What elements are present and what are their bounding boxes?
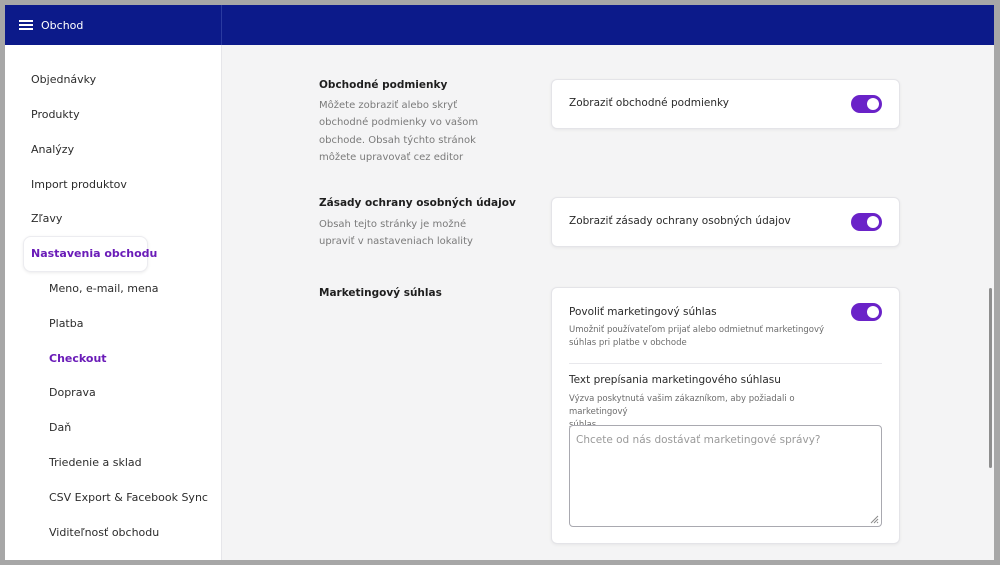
marketing-toggle-label: Povoliť marketingový súhlas xyxy=(569,306,717,318)
sidebar-item-orders[interactable]: Objednávky xyxy=(31,73,97,86)
hamburger-icon[interactable] xyxy=(19,20,33,30)
privacy-section-description: Obsah tejto stránky je možné upraviť v nastaveniach lokality xyxy=(319,219,473,248)
sidebar-subitem-checkout[interactable]: Checkout xyxy=(49,352,107,365)
terms-section-title: Obchodné podmienky xyxy=(319,79,448,91)
sidebar-item-store-settings[interactable]: Nastavenia obchodu xyxy=(31,247,158,260)
resize-grip-icon[interactable] xyxy=(870,515,879,524)
privacy-toggle-label: Zobraziť zásady ochrany osobných údajov xyxy=(569,215,791,227)
marketing-override-help: Výzva poskytnutá vašim zákazníkom, aby požiadali o marketingový xyxy=(569,394,795,417)
sidebar-subitem-store-visibility[interactable]: Viditeľnosť obchodu xyxy=(49,526,160,539)
app-window xyxy=(5,5,994,560)
sidebar xyxy=(5,45,222,560)
sidebar-subitem-csv-facebook[interactable]: CSV Export & Facebook Sync xyxy=(49,491,208,504)
privacy-toggle[interactable] xyxy=(851,213,882,231)
sidebar-item-discounts[interactable]: Zľavy xyxy=(31,212,63,225)
page-scrollbar[interactable] xyxy=(989,288,992,468)
terms-toggle-label: Zobraziť obchodné podmienky xyxy=(569,97,729,109)
marketing-toggle-help: Umožniť používateľom prijať alebo odmietnuť marketingový súhlas pri platbe v obchode xyxy=(569,325,825,348)
sidebar-item-analytics[interactable]: Analýzy xyxy=(31,143,75,156)
app-title: Obchod xyxy=(41,18,84,32)
sidebar-item-product-import[interactable]: Import produktov xyxy=(31,178,127,191)
marketing-override-textarea[interactable] xyxy=(569,425,882,527)
sidebar-subitem-tax[interactable]: Daň xyxy=(49,421,72,434)
marketing-section-title: Marketingový súhlas xyxy=(319,287,442,299)
terms-toggle[interactable] xyxy=(851,95,882,113)
sidebar-subitem-name-email-currency[interactable]: Meno, e-mail, mena xyxy=(49,282,159,295)
divider xyxy=(569,363,882,364)
privacy-card xyxy=(551,197,900,247)
top-bar xyxy=(5,5,994,45)
marketing-toggle[interactable] xyxy=(851,303,882,321)
terms-section-description: Môžete zobraziť alebo skryť obchodné podmienky vo vašom obchode. Obsah týchto stránok môžete upravovať cez editor xyxy=(319,100,479,163)
sidebar-subitem-sorting-stock[interactable]: Triedenie a sklad xyxy=(49,456,142,469)
top-bar-brand xyxy=(5,5,222,45)
textarea-placeholder: Chcete od nás dostávať marketingové správy? xyxy=(576,434,821,446)
sidebar-subitem-shipping[interactable]: Doprava xyxy=(49,386,96,399)
terms-card xyxy=(551,79,900,129)
marketing-card xyxy=(551,287,900,544)
sidebar-item-products[interactable]: Produkty xyxy=(31,108,80,121)
privacy-section-title: Zásady ochrany osobných údajov xyxy=(319,197,516,209)
sidebar-subitem-payment[interactable]: Platba xyxy=(49,317,84,330)
marketing-override-label: Text prepísania marketingového súhlasu xyxy=(569,374,781,386)
